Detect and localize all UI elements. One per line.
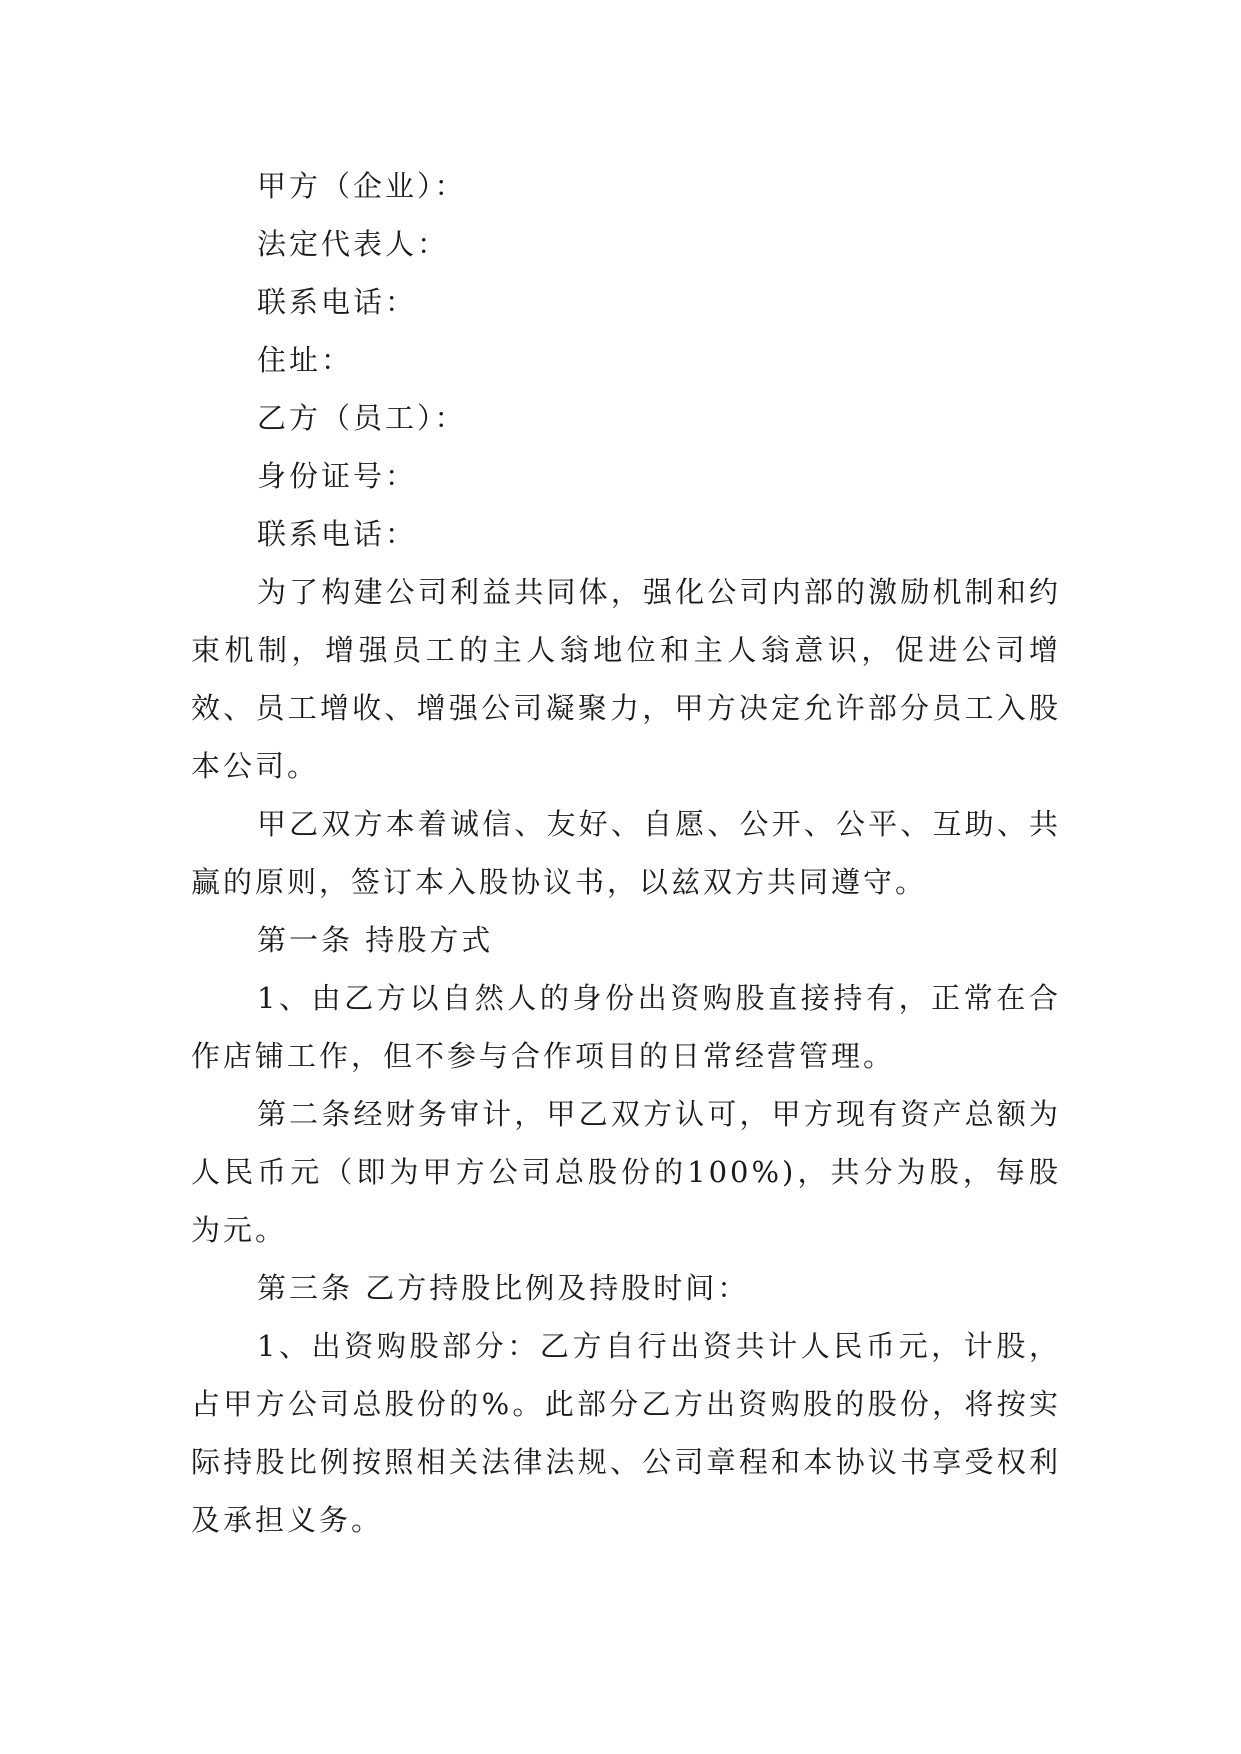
article-2-paragraph: 第二条经财务审计，甲乙双方认可，甲方现有资产总额为人民币元（即为甲方公司总股份的100%)，共分为股，每股为元。	[191, 1097, 1061, 1247]
article-3-clause-1: 1、出资购股部分：乙方自行出资共计人民币元，计股，占甲方公司总股份的%。此部分乙方出资购股的股份，将按实际持股比例按照相关法律法规、公司章程和本协议书享受权利及承担义务。	[191, 1329, 1061, 1537]
party-a-phone-label: 联系电话：	[257, 285, 418, 319]
party-b-phone-label: 联系电话：	[257, 517, 418, 551]
article-1-clause-1: 1、由乙方以自然人的身份出资购股直接持有，正常在合作店铺工作，但不参与合作项目的日常经营管理。	[191, 981, 1061, 1073]
article-1-heading: 第一条 持股方式	[257, 923, 494, 957]
purpose-paragraph: 为了构建公司利益共同体，强化公司内部的激励机制和约束机制，增强员工的主人翁地位和主人翁意识，促进公司增效、员工增收、增强公司凝聚力，甲方决定允许部分员工入股本公司。	[191, 575, 1061, 783]
principles-paragraph: 甲乙双方本着诚信、友好、自愿、公开、公平、互助、共赢的原则，签订本入股协议书，以兹双方共同遵守。	[191, 807, 1061, 899]
id-number-label: 身份证号：	[257, 459, 418, 493]
article-3-heading: 第三条 乙方持股比例及持股时间：	[257, 1271, 750, 1305]
legal-representative-label: 法定代表人：	[257, 227, 450, 261]
party-b-label: 乙方（员工）：	[257, 401, 467, 435]
address-label: 住址：	[257, 343, 354, 377]
party-a-label: 甲方（企业）：	[257, 169, 467, 203]
document-body	[191, 157, 1061, 1549]
